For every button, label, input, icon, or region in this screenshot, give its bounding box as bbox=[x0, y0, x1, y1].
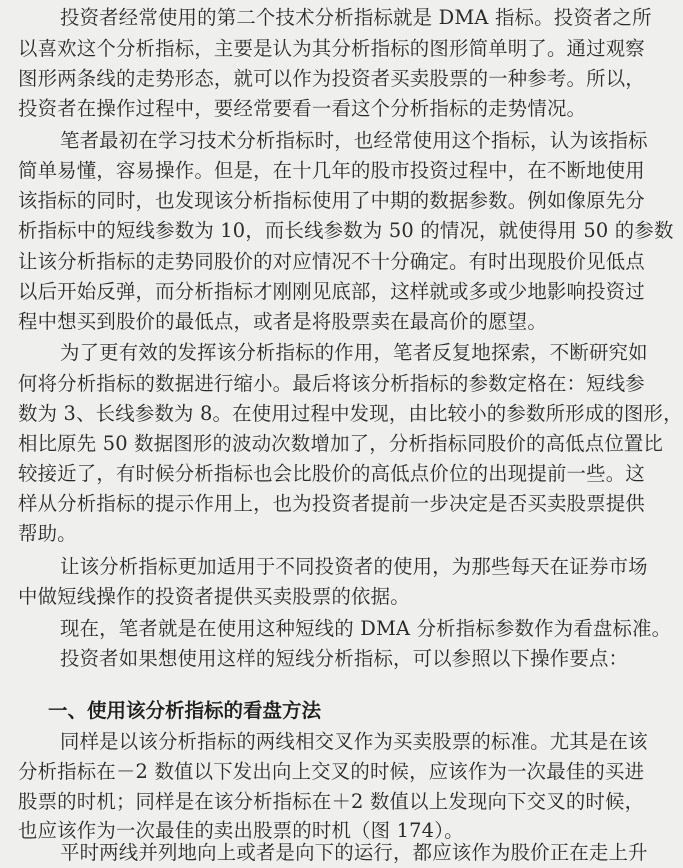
paragraph-2-line-7: 程中想买到股价的最低点，或者是将股票卖在最高价的愿望。 bbox=[18, 310, 547, 333]
paragraph-5-line-2: 投资者如果想使用这样的短线分析指标，可以参照以下操作要点： bbox=[60, 647, 629, 670]
paragraph-1-line-3: 图形两条线的走势形态，就可以作为投资者买卖股票的一种参考。所以， bbox=[18, 67, 645, 90]
paragraph-2-line-4: 析指标中的短线参数为 10，而长线参数为 50 的情况，就使得用 50 的参数 bbox=[18, 219, 674, 242]
paragraph-2-line-6: 以后开始反弹，而分析指标才刚刚见底部，这样就或多或少地影响投资过 bbox=[18, 280, 645, 303]
paragraph-4-line-2: 中做短线操作的投资者提供买卖股票的依据。 bbox=[18, 585, 410, 608]
paragraph-3-line-5: 较接近了，有时候分析指标也会比股价的高低点价位的出现提前一些。这 bbox=[18, 462, 645, 485]
section-paragraph-1-line-4: 也应该作为一次最佳的卖出股票的时机（图 174）。 bbox=[18, 819, 464, 842]
paragraph-2-line-5: 让该分析指标的走势同股价的对应情况不十分确定。有时出现股价见低点 bbox=[18, 250, 645, 273]
paragraph-2-line-1: 笔者最初在学习技术分析指标时，也经常使用这个指标，认为该指标 bbox=[60, 129, 648, 152]
paragraph-3-line-7: 帮助。 bbox=[18, 522, 77, 545]
paragraph-3-line-1: 为了更有效的发挥该分析指标的作用，笔者反复地探索，不断研究如 bbox=[60, 341, 648, 364]
paragraph-4-line-1: 让该分析指标更加适用于不同投资者的使用，为那些每天在证券市场 bbox=[60, 555, 648, 578]
paragraph-5-line-1: 现在，笔者就是在使用这种短线的 DMA 分析指标参数作为看盘标准。 bbox=[60, 617, 672, 640]
paragraph-1-line-4: 投资者在操作过程中，要经常要看一看这个分析指标的走势情况。 bbox=[18, 97, 587, 120]
paragraph-2-line-2: 简单易懂，容易操作。但是，在十几年的股市投资过程中，在不断地使用 bbox=[18, 159, 645, 182]
paragraph-1-line-2: 以喜欢这个分析指标，主要是认为其分析指标的图形简单明了。通过观察 bbox=[18, 37, 645, 60]
section-heading: 一、使用该分析指标的看盘方法 bbox=[48, 699, 322, 722]
paragraph-3-line-4: 相比原先 50 数据图形的波动次数增加了，分析指标同股价的高低点位置比 bbox=[18, 432, 664, 455]
paragraph-1-line-1: 投资者经常使用的第二个技术分析指标就是 DMA 指标。投资者之所 bbox=[60, 6, 652, 29]
section-paragraph-2-line-1: 平时两线并列地向上或者是向下的运行，都应该作为股价正在走上升 bbox=[60, 841, 648, 864]
section-paragraph-1-line-2: 分析指标在－2 数值以下发出向上交叉的时候，应该作为一次最佳的买进 bbox=[18, 760, 645, 783]
paragraph-3-line-6: 样从分析指标的提示作用上，也为投资者提前一步决定是否买卖股票提供 bbox=[18, 492, 645, 515]
section-paragraph-1-line-1: 同样是以该分析指标的两线相交叉作为买卖股票的标准。尤其是在该 bbox=[60, 730, 648, 753]
paragraph-3-line-2: 何将分析指标的数据进行缩小。最后将该分析指标的参数定格在：短线参 bbox=[18, 372, 645, 395]
section-paragraph-1-line-3: 股票的时机；同样是在该分析指标在＋2 数值以上发现向下交叉的时候， bbox=[18, 790, 645, 813]
paragraph-3-line-3: 数为 3、长线参数为 8。在使用过程中发现，由比较小的参数所形成的图形， bbox=[18, 402, 683, 425]
paragraph-2-line-3: 该指标的同时，也发现该分析指标使用了中期的数据参数。例如像原先分 bbox=[18, 189, 645, 212]
